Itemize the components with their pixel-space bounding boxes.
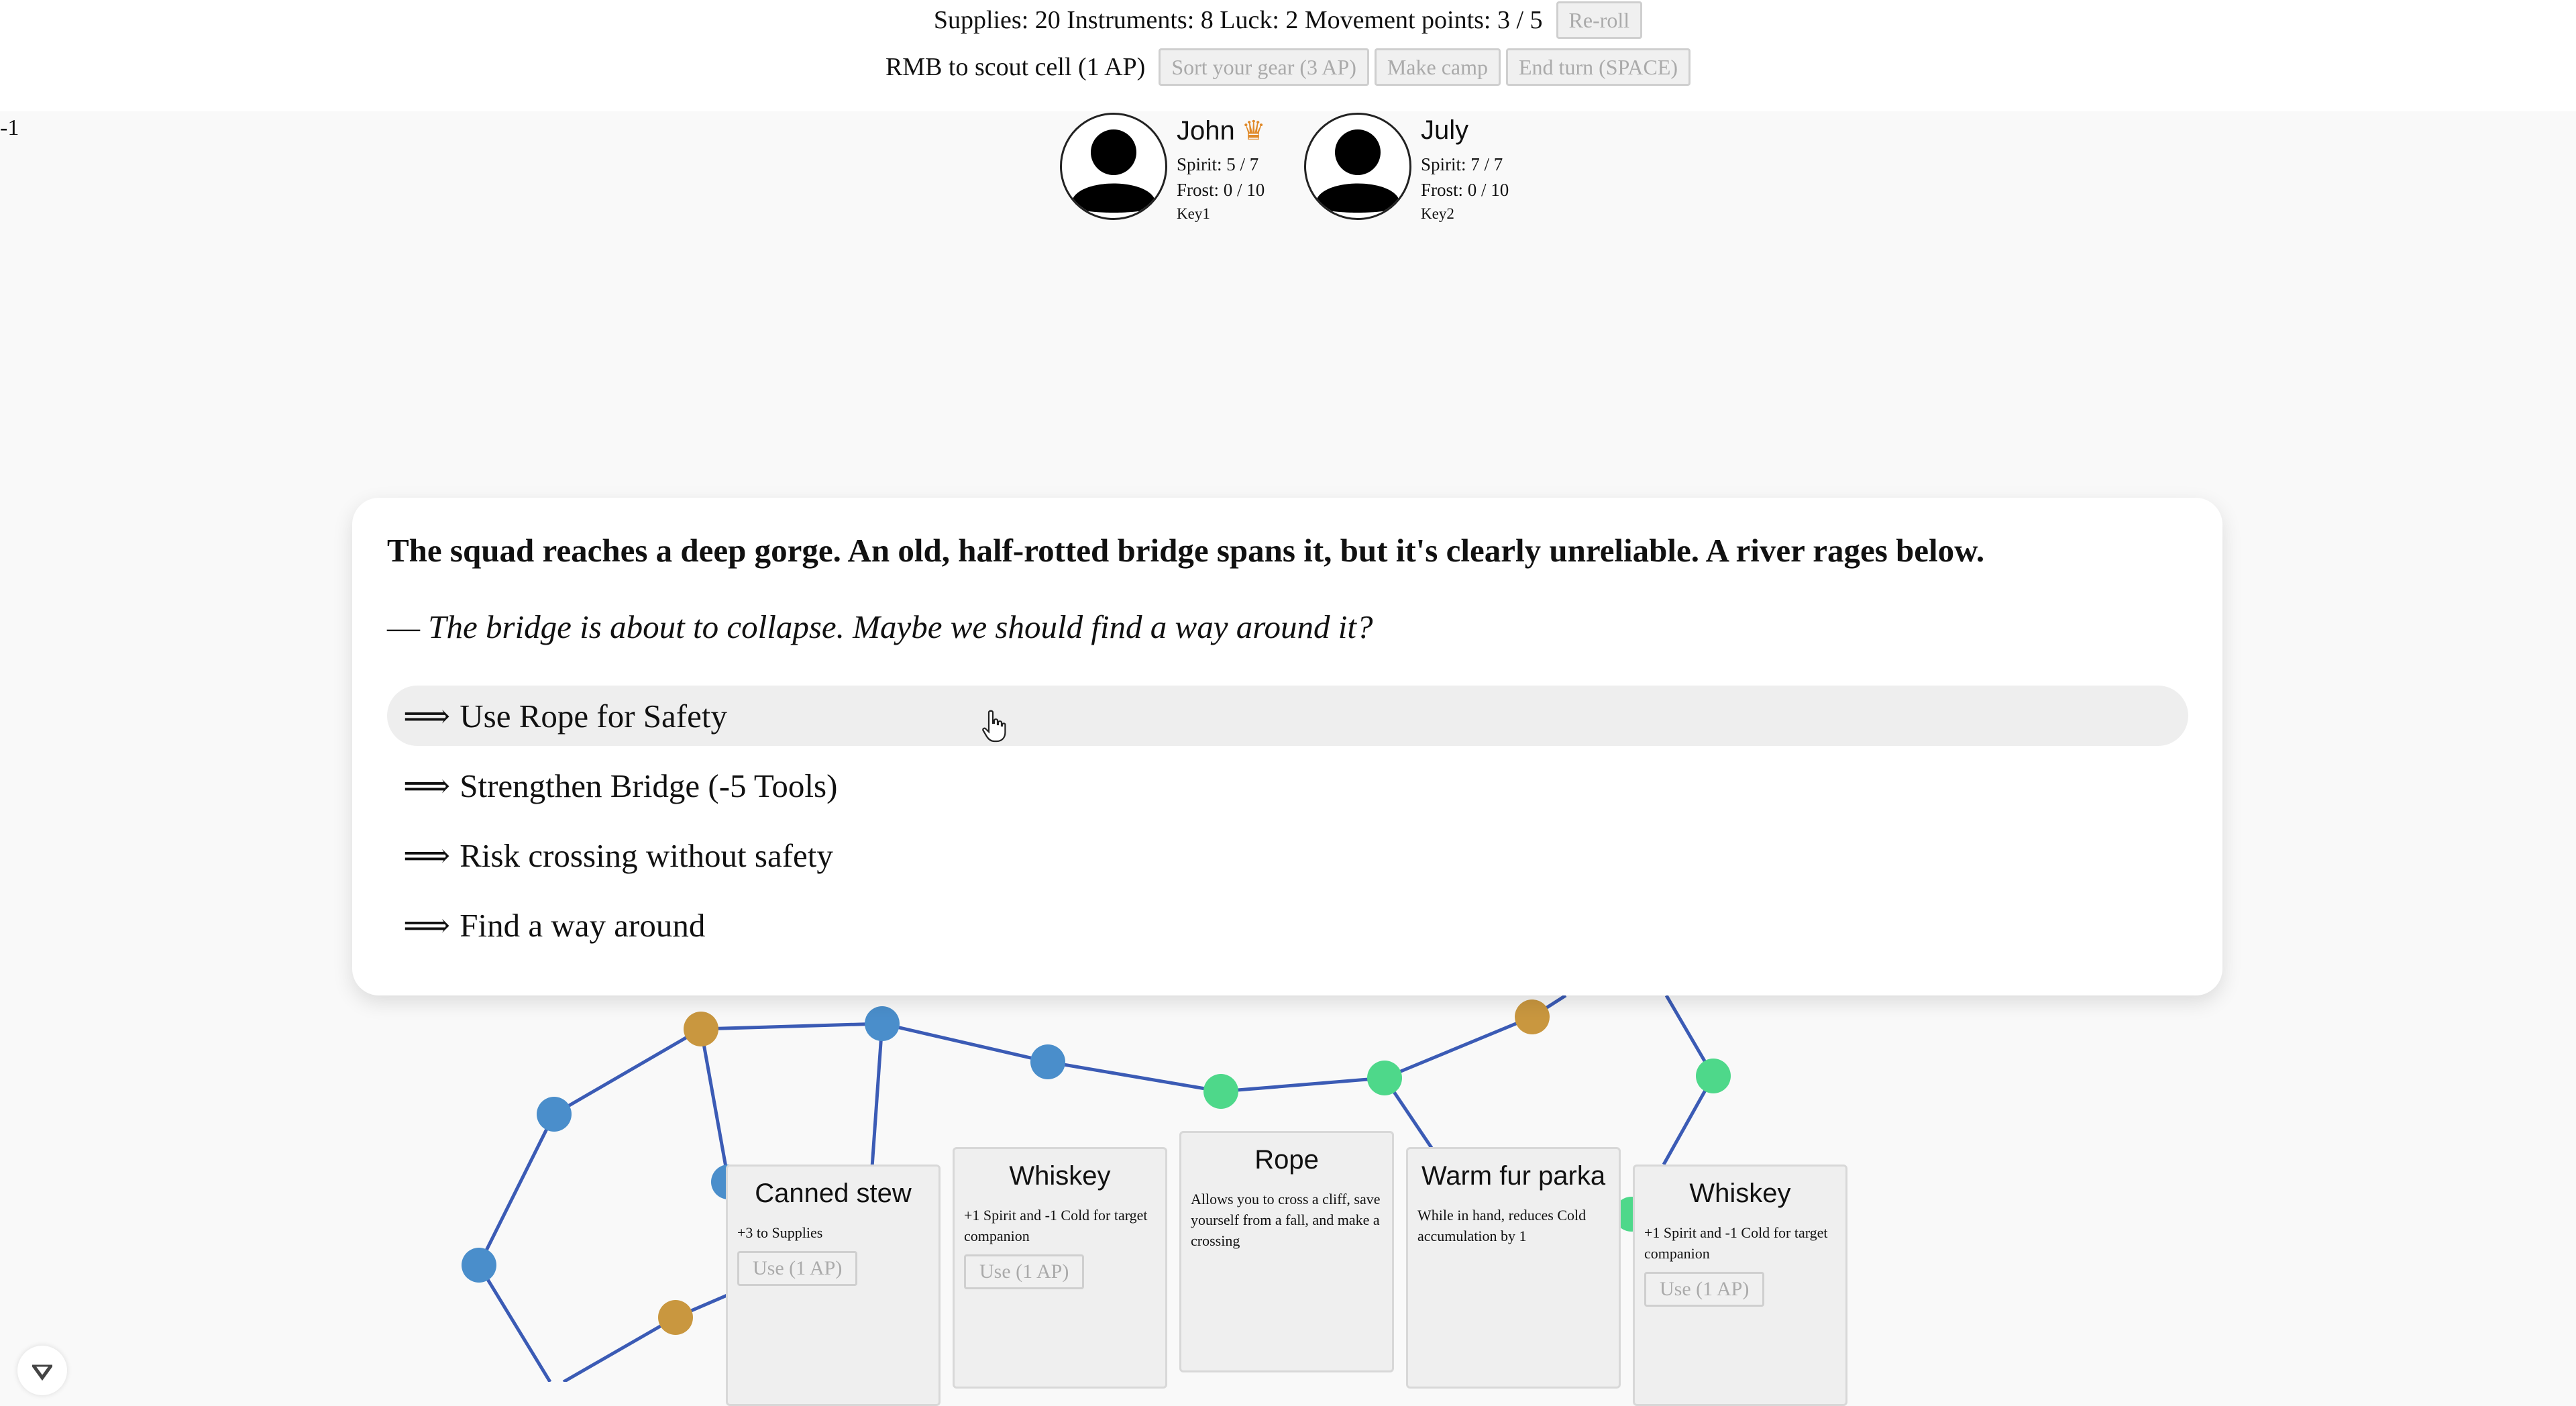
map-edge: [1048, 1062, 1221, 1091]
card-title: Rope: [1254, 1145, 1319, 1175]
character-name: John ♛: [1177, 116, 1266, 146]
map-edge: [564, 1317, 676, 1382]
top-bar: [0, 0, 2576, 111]
map-node-blue[interactable]: [462, 1248, 496, 1283]
map-edge: [1221, 1078, 1385, 1091]
choice-strengthen-bridge[interactable]: ⟹ Strengthen Bridge (-5 Tools): [403, 767, 838, 804]
resources-row: [0, 1, 2576, 39]
character-frost: Frost: 0 / 10: [1421, 180, 1509, 200]
user-silhouette-icon: [1060, 113, 1167, 220]
end-turn-button[interactable]: End turn (SPACE): [1506, 48, 1690, 86]
map-node-blue[interactable]: [1030, 1044, 1065, 1079]
map-node-gold[interactable]: [1515, 999, 1550, 1034]
event-title: The squad reaches a deep gorge. An old, half-rotted bridge spans it, but it's clearly unreliable. A river rages below.: [387, 532, 1985, 569]
gear-card-whiskey[interactable]: [953, 1147, 1167, 1389]
map-edge: [701, 1024, 882, 1029]
use-card-button[interactable]: Use (1 AP): [737, 1251, 857, 1286]
scout-hint: RMB to scout cell (1 AP): [885, 53, 1146, 81]
reroll-button[interactable]: Re-roll: [1556, 1, 1643, 39]
card-title: Whiskey: [1009, 1161, 1111, 1191]
card-description: +3 to Supplies: [737, 1224, 823, 1241]
map-edge: [882, 1024, 1048, 1062]
character-john[interactable]: [1060, 113, 1288, 227]
crown-icon: ♛: [1241, 116, 1266, 146]
gear-card-rope[interactable]: [1179, 1131, 1394, 1372]
card-description: +1 Spirit and -1 Cold for target companion: [964, 1207, 1148, 1244]
corner-value: -1: [0, 115, 19, 140]
map-edge: [701, 1029, 729, 1182]
make-camp-button[interactable]: Make camp: [1375, 48, 1501, 86]
actions-row: [0, 48, 2576, 86]
gear-card-warm-fur-parka[interactable]: [1406, 1147, 1621, 1389]
use-card-button[interactable]: Use (1 AP): [1644, 1272, 1764, 1307]
sort-gear-button[interactable]: Sort your gear (3 AP): [1159, 48, 1369, 86]
choice-risk-crossing[interactable]: ⟹ Risk crossing without safety: [403, 836, 833, 874]
use-card-button[interactable]: Use (1 AP): [964, 1254, 1084, 1289]
choice-find-way-around[interactable]: ⟹ Find a way around: [403, 906, 706, 944]
gear-card-canned-stew[interactable]: [726, 1165, 941, 1406]
card-title: Warm fur parka: [1421, 1161, 1606, 1191]
character-key: Key2: [1421, 205, 1454, 222]
user-silhouette-icon: [1304, 113, 1411, 220]
character-frost: Frost: 0 / 10: [1177, 180, 1265, 200]
character-spirit: Spirit: 5 / 7: [1177, 154, 1259, 174]
map-node-green[interactable]: [1696, 1059, 1731, 1093]
expand-panel-button[interactable]: [17, 1346, 67, 1395]
character-spirit: Spirit: 7 / 7: [1421, 154, 1503, 174]
gear-card-whiskey-2[interactable]: [1633, 1165, 1847, 1406]
event-quote: — The bridge is about to collapse. Maybe we should find a way around it?: [387, 608, 1373, 645]
map-edge: [479, 1265, 550, 1382]
map-node-blue[interactable]: [865, 1006, 900, 1041]
resources-text: Supplies: 20 Instruments: 8 Luck: 2 Movement points: 3 / 5: [933, 6, 1543, 34]
map-edge: [554, 1029, 701, 1114]
map-node-gold[interactable]: [684, 1012, 718, 1046]
choice-use-rope[interactable]: ⟹ Use Rope for Safety: [387, 686, 2188, 746]
chevron-down-icon: [17, 1346, 67, 1395]
character-key: Key1: [1177, 205, 1210, 222]
card-description: Allows you to cross a cliff, save yourself from a fall, and make a crossing: [1191, 1191, 1381, 1249]
card-description: +1 Spirit and -1 Cold for target companion: [1644, 1224, 1828, 1262]
event-dialog: [352, 498, 2222, 995]
map-node-green[interactable]: [1367, 1061, 1402, 1095]
map-node-blue[interactable]: [537, 1097, 572, 1132]
map-edge: [479, 1114, 554, 1265]
character-july[interactable]: [1304, 113, 1532, 227]
card-title: Canned stew: [755, 1179, 912, 1208]
hand-pointer-icon: [981, 710, 1008, 743]
card-description: While in hand, reduces Cold accumulation by 1: [1417, 1207, 1587, 1244]
character-name: July: [1421, 115, 1469, 145]
map-node-green[interactable]: [1203, 1074, 1238, 1109]
map-edge: [872, 1024, 882, 1167]
card-title: Whiskey: [1689, 1179, 1791, 1208]
map-edge: [1385, 1017, 1532, 1078]
map-node-gold[interactable]: [658, 1300, 693, 1335]
